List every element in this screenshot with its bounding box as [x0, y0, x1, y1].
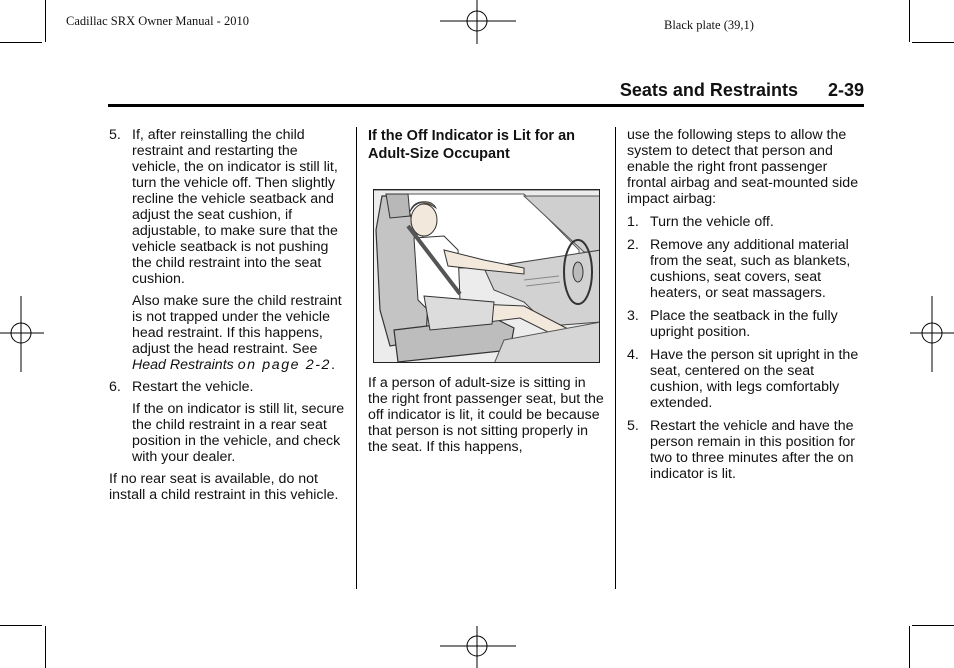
sub-heading: If the Off Indicator is Lit for an Adult-Size Occupant	[368, 128, 576, 162]
registration-mark-bottom	[440, 626, 516, 668]
crop-mark	[45, 0, 46, 42]
crop-mark	[45, 626, 46, 668]
crop-mark	[909, 0, 910, 42]
list-item	[627, 347, 865, 411]
crop-mark	[912, 625, 954, 626]
column-left	[109, 127, 347, 509]
column-middle	[368, 127, 604, 163]
crop-mark	[0, 42, 42, 43]
paragraph: If a person of adult-size is sitting in the right front passenger seat, but the off indicator is lit, it could be because that person is not sitting properly in the seat. If this happens,	[368, 375, 604, 455]
column-divider	[615, 127, 616, 589]
step-text: Turn the vehicle off.	[650, 214, 774, 230]
step-text: Restart the vehicle.	[132, 379, 254, 395]
step-text: Restart the vehicle and have the person remain in this position for two to three minutes after the on indicator is lit.	[650, 418, 856, 482]
list-item	[109, 379, 347, 395]
crop-mark	[909, 626, 910, 668]
column-right	[627, 127, 865, 489]
step-text: If, after reinstalling the child restraint and restarting the vehicle, the on indicator is still lit, turn the vehicle off. Then slightly recline the vehicle seatback and adjust the seat cushion, if adjustable, to make sure that the vehicle seatback is not pushing the child restraint into the seat cushion.	[132, 127, 338, 287]
crop-mark	[0, 625, 42, 626]
step-number: 4.	[627, 347, 639, 363]
section-title-row	[620, 80, 864, 101]
section-header	[108, 80, 864, 107]
step-number: 6.	[109, 379, 121, 395]
step-number: 2.	[627, 237, 639, 253]
section-title: Seats and Restraints	[619, 80, 798, 100]
step-text: Remove any additional material from the seat, such as blankets, cushions, seat covers, seat heaters, or seat massagers.	[650, 237, 851, 301]
step-number: 5.	[627, 418, 639, 434]
paragraph: If no rear seat is available, do not install a child restraint in this vehicle.	[109, 471, 339, 503]
note-end: .	[331, 357, 335, 373]
print-header-plate: Black plate (39,1)	[664, 18, 754, 32]
note-text: Also make sure the child restraint is not trapped under the vehicle head restraint. If this happens, adjust the head restraint. See	[132, 293, 342, 357]
print-header-manual-title: Cadillac SRX Owner Manual - 2010	[66, 14, 249, 28]
step-note: If the on indicator is still lit, secure the child restraint in a rear seat position in the vehicle, and check with your dealer.	[132, 401, 345, 465]
page-number: 2-39	[827, 80, 864, 100]
step-number: 1.	[627, 214, 639, 230]
registration-mark-right	[910, 296, 954, 372]
seated-passenger-illustration	[373, 189, 600, 363]
step-note	[109, 293, 347, 373]
step-text: Have the person sit upright in the seat, centered on the seat cushion, with legs comfortably extended.	[650, 347, 859, 411]
xref-title: Head Restraints	[132, 357, 234, 373]
step-number: 3.	[627, 308, 639, 324]
list-item	[627, 308, 865, 340]
xref-page: on page 2-2	[237, 357, 332, 373]
column-middle-body	[368, 375, 604, 461]
cross-reference-link[interactable]	[132, 357, 331, 373]
registration-mark-left	[0, 296, 44, 372]
column-divider	[356, 127, 357, 589]
crop-mark	[912, 42, 954, 43]
list-item	[627, 418, 865, 482]
step-text: Place the seatback in the fully upright position.	[650, 308, 838, 340]
list-item	[109, 127, 347, 287]
registration-mark-top	[440, 0, 516, 44]
paragraph: use the following steps to allow the system to detect that person and enable the right front passenger frontal airbag and seat-mounted side impact airbag:	[627, 127, 859, 207]
list-item	[627, 237, 865, 301]
list-item	[627, 214, 865, 230]
step-number: 5.	[109, 127, 121, 143]
passenger-seat-figure	[374, 190, 600, 363]
